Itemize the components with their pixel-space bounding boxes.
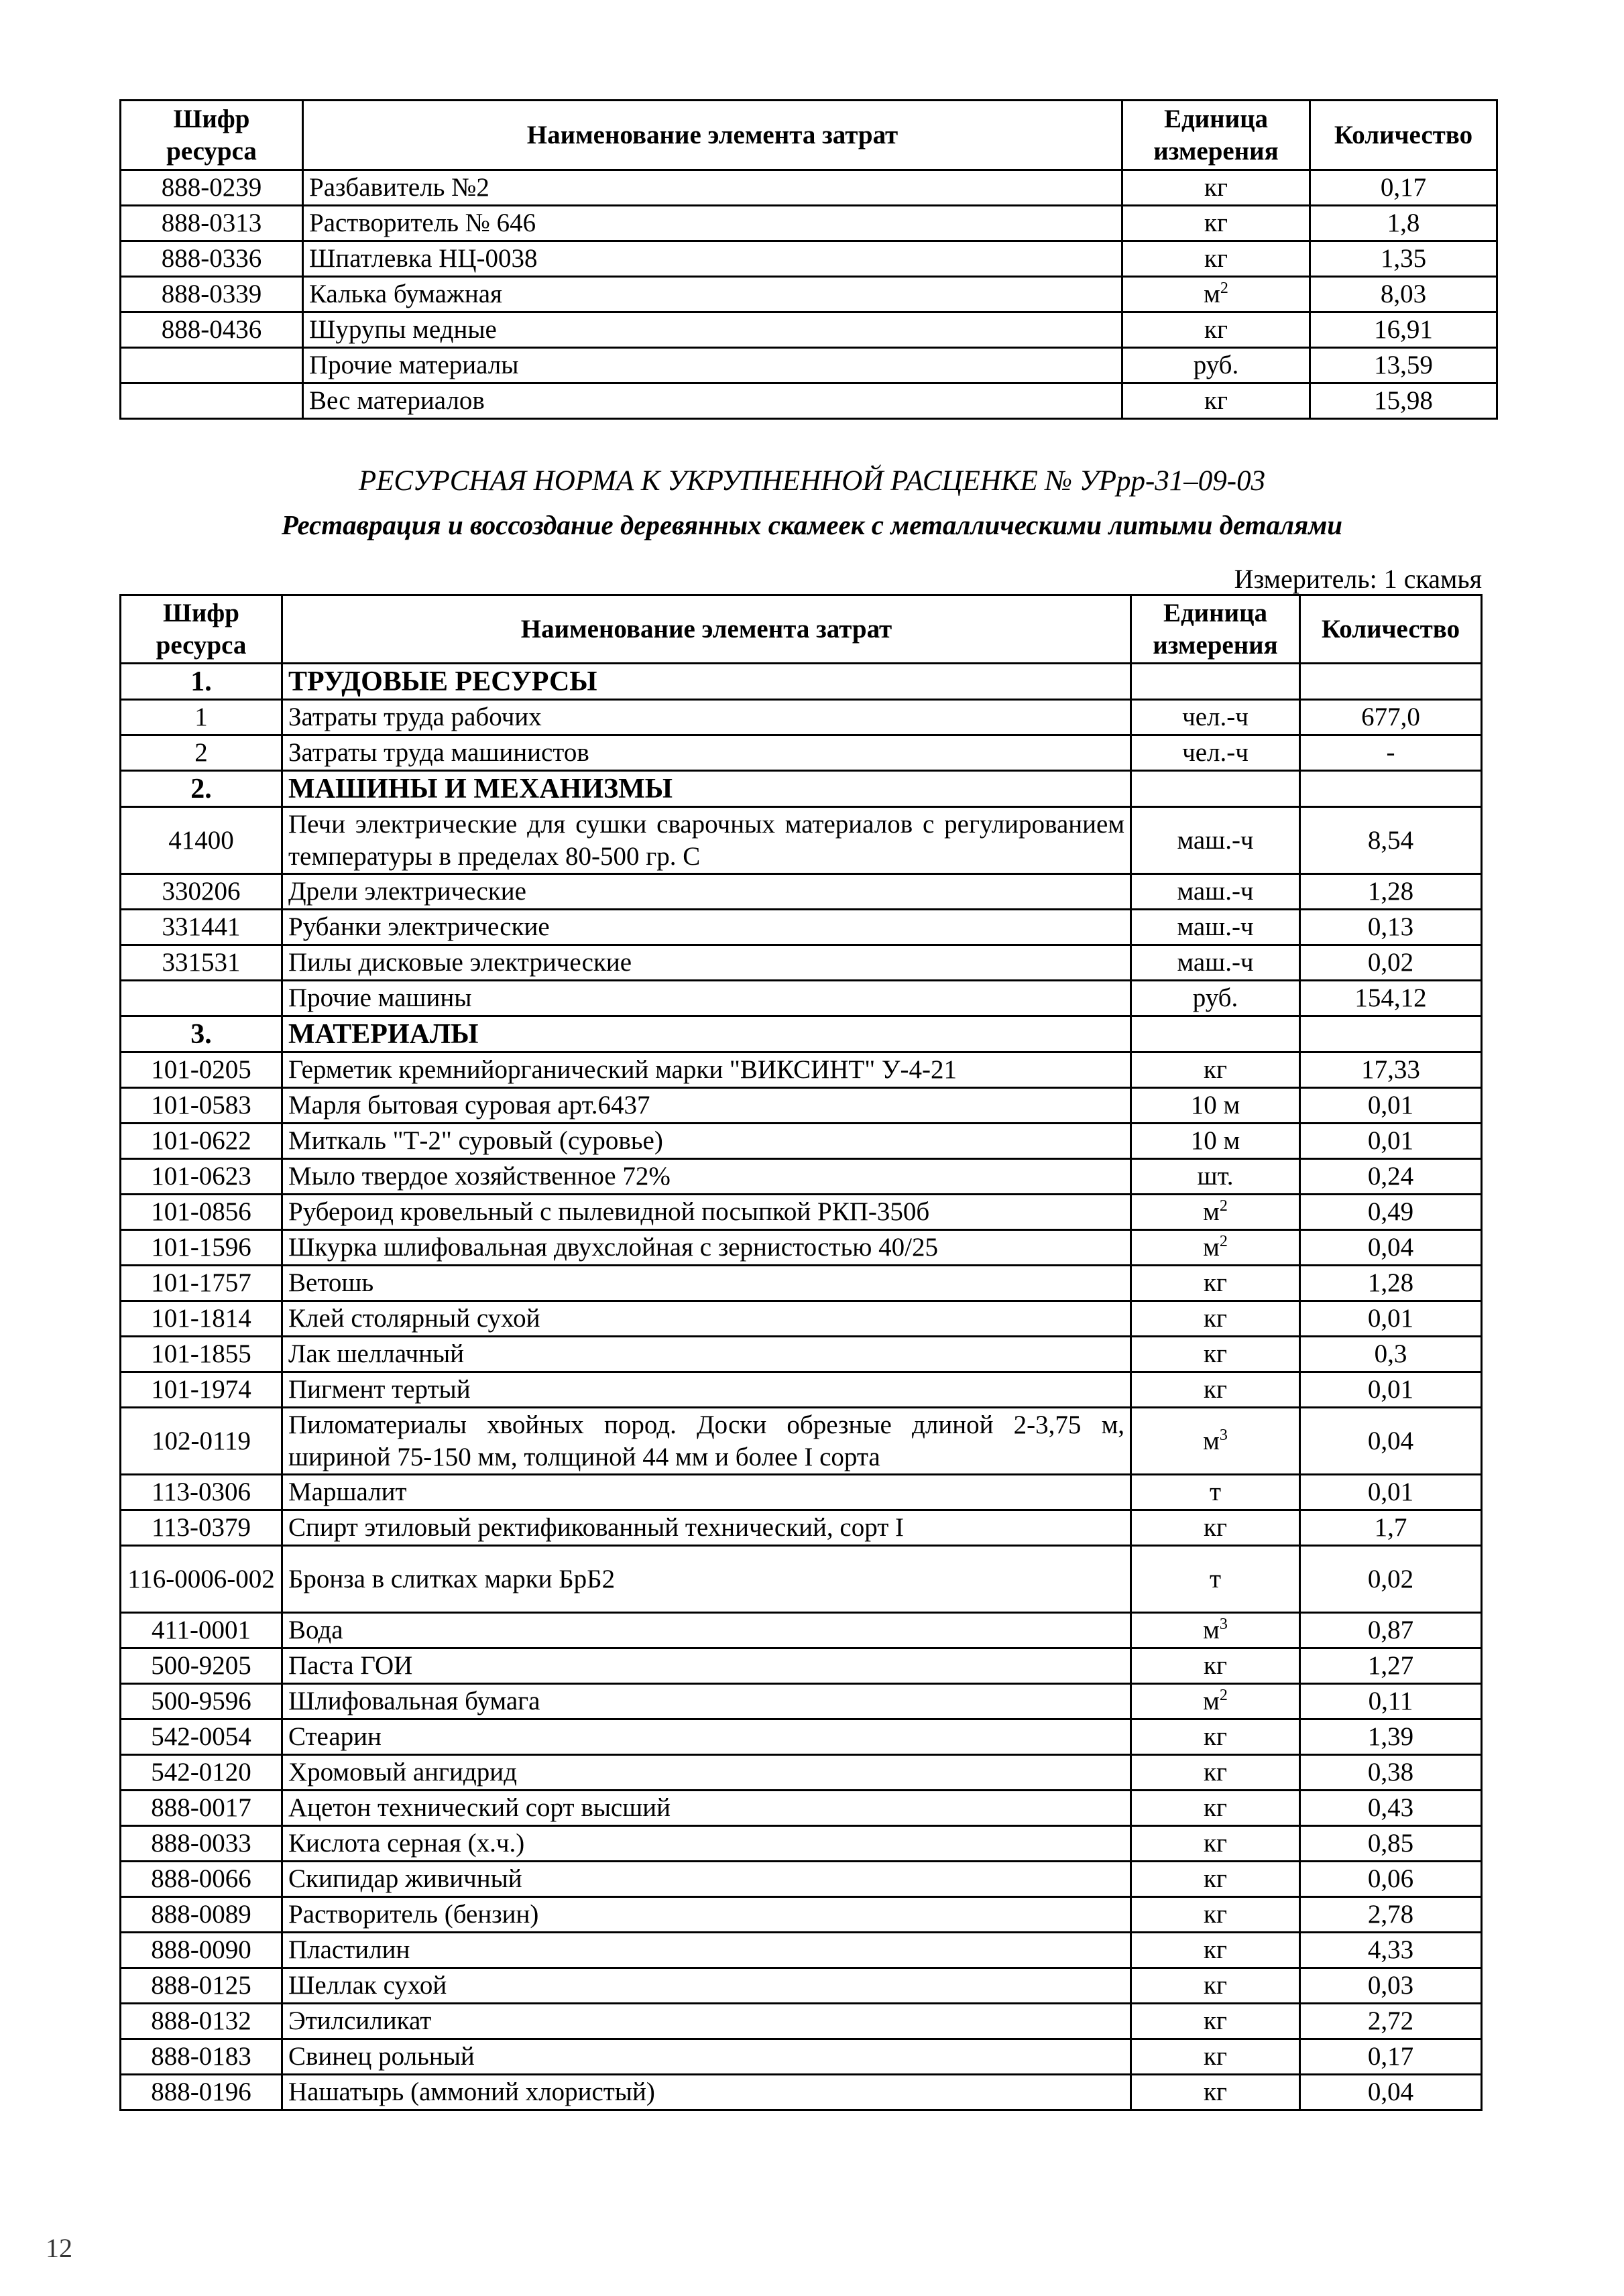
resource-code: 101-1757 [121,1266,282,1301]
resource-code: 331441 [121,910,282,945]
unit-cell [1131,700,1300,735]
table-row [121,241,1497,277]
unit: маш.-ч [1177,877,1254,906]
cost-item-name: Хромовый ангидрид [282,1755,1131,1791]
unit-cell [1131,1791,1300,1826]
cost-item-name: Герметик кремнийорганический марки "ВИКСИНТ" У-4-21 [282,1052,1131,1088]
resource-code: 888-0339 [121,277,303,312]
header-code: Шифр ресурса [121,101,303,170]
table-row [121,1475,1482,1510]
table-row [121,206,1497,241]
resource-code [121,348,303,383]
table-row [121,981,1482,1016]
cost-item-name: Шпатлевка НЦ-0038 [303,241,1122,277]
unit: кг [1204,1513,1227,1542]
resource-code: 888-0313 [121,206,303,241]
resource-code: 331531 [121,945,282,981]
quantity: 0,04 [1300,1230,1482,1266]
unit: маш.-ч [1177,912,1254,941]
resource-code: 888-0090 [121,1933,282,1968]
resource-code: 500-9205 [121,1648,282,1684]
unit: кг [1204,1971,1227,2000]
empty-cell [1300,1016,1482,1052]
table-row [121,735,1482,771]
cost-item-name: Клей столярный сухой [282,1301,1131,1337]
header-name: Наименование элемента затрат [303,101,1122,170]
unit-cell [1122,206,1310,241]
unit: кг [1204,1793,1227,1822]
section-number: 1. [121,664,282,700]
unit-cell [1131,1301,1300,1337]
table-row [121,945,1482,981]
unit-cell [1131,874,1300,910]
resource-code: 101-0205 [121,1052,282,1088]
quantity: 4,33 [1300,1933,1482,1968]
unit-cell [1122,277,1310,312]
table-row [121,383,1497,419]
cost-item-name: Пилы дисковые электрические [282,945,1131,981]
table-row [121,1510,1482,1546]
quantity: 1,35 [1310,241,1497,277]
unit-cell [1131,981,1300,1016]
unit: кг [1204,208,1228,237]
table-row [121,910,1482,945]
unit-exponent: 2 [1219,1197,1228,1215]
cost-item-name: Шлифовальная бумага [282,1684,1131,1719]
empty-cell [1131,664,1300,700]
section-row [121,664,1482,700]
table-row [121,1684,1482,1719]
unit: т [1209,1564,1222,1593]
cost-item-name: Вода [282,1613,1131,1648]
quantity: 0,11 [1300,1684,1482,1719]
unit: чел.-ч [1182,703,1249,731]
unit: маш.-ч [1177,948,1254,977]
quantity: 0,87 [1300,1613,1482,1648]
cost-item-name: Пигмент тертый [282,1372,1131,1408]
unit: шт. [1197,1162,1234,1191]
cost-item-name: Разбавитель №2 [303,170,1122,206]
cost-item-name: Печи электрические для сушки сварочных материалов с регулированием температуры в пределах 80-500 гр. С [282,807,1131,874]
resource-code: 113-0379 [121,1510,282,1546]
unit: кг [1204,1651,1227,1680]
unit-cell [1131,1755,1300,1791]
unit-cell [1131,1230,1300,1266]
table-row [121,170,1497,206]
resource-code: 101-0856 [121,1195,282,1230]
unit: руб. [1192,983,1238,1012]
table-row [121,1719,1482,1755]
quantity: 0,06 [1300,1862,1482,1897]
resource-code: 116-0006-002 [121,1546,282,1613]
table-row [121,1159,1482,1195]
cost-item-name: Нашатырь (аммоний хлористый) [282,2075,1131,2110]
cost-item-name: Миткаль "Т-2" суровый (суровье) [282,1124,1131,1159]
unit-cell [1131,2039,1300,2075]
unit-cell [1122,348,1310,383]
unit-cell [1131,1684,1300,1719]
section-row [121,1016,1482,1052]
cost-item-name: Калька бумажная [303,277,1122,312]
section-title: ТРУДОВЫЕ РЕСУРСЫ [282,664,1131,700]
table-row [121,1088,1482,1124]
cost-item-name: Затраты труда рабочих [282,700,1131,735]
unit: кг [1204,1900,1227,1929]
table-row [121,1826,1482,1862]
cost-item-name: Прочие машины [282,981,1131,1016]
unit: кг [1204,1722,1227,1751]
quantity: 0,3 [1300,1337,1482,1372]
unit-exponent: 2 [1220,280,1228,297]
unit-cell [1131,910,1300,945]
meter-label: Измеритель: 1 скамья [1234,564,1482,594]
table-row [121,1372,1482,1408]
cost-item-name: Свинец рольный [282,2039,1131,2075]
section-number: 2. [121,771,282,807]
unit-cell [1131,1266,1300,1301]
quantity: 2,72 [1300,2004,1482,2039]
resource-code: 888-0132 [121,2004,282,2039]
unit: кг [1204,1864,1227,1893]
empty-cell [1131,1016,1300,1052]
quantity: 0,01 [1300,1088,1482,1124]
unit: кг [1204,1375,1227,1404]
quantity: 0,17 [1300,2039,1482,2075]
unit: кг [1204,1268,1227,1297]
resource-code [121,383,303,419]
unit-cell [1131,2004,1300,2039]
table-row [121,1897,1482,1933]
quantity: 0,17 [1310,170,1497,206]
unit-cell [1131,1933,1300,1968]
resource-code: 888-0033 [121,1826,282,1862]
unit: кг [1204,1304,1227,1333]
unit-cell [1131,1372,1300,1408]
norm-subtitle: Реставрация и воссоздание деревянных скамеек с металлическими литыми деталями [281,509,1343,540]
unit: кг [1204,1829,1227,1858]
cost-item-name: Маршалит [282,1475,1131,1510]
unit-exponent: 2 [1219,1687,1228,1704]
quantity: 15,98 [1310,383,1497,419]
cost-item-name: Вес материалов [303,383,1122,419]
resource-code: 888-0183 [121,2039,282,2075]
unit: кг [1204,1339,1227,1368]
resource-code: 888-0017 [121,1791,282,1826]
unit-exponent: 3 [1219,1426,1228,1444]
quantity: 0,01 [1300,1124,1482,1159]
quantity: - [1300,735,1482,771]
cost-item-name: Паста ГОИ [282,1648,1131,1684]
quantity: 0,02 [1300,945,1482,981]
section-title: МАТЕРИАЛЫ [282,1016,1131,1052]
table-row [121,1408,1482,1475]
resource-code: 2 [121,735,282,771]
header-unit: Единица измерения [1131,595,1300,664]
table-row [121,1266,1482,1301]
table-row [121,1052,1482,1088]
unit: м [1203,1687,1220,1715]
header-qty: Количество [1300,595,1482,664]
unit-cell [1131,807,1300,874]
quantity: 1,7 [1300,1510,1482,1546]
unit: руб. [1193,351,1239,379]
cost-item-name: Пиломатериалы хвойных пород. Доски обрезные длиной 2-3,75 м, шириной 75-150 мм, толщиной 44 мм и более I сорта [282,1408,1131,1475]
section-number: 3. [121,1016,282,1052]
materials-table-continued [119,99,1498,420]
unit-cell [1131,1088,1300,1124]
cost-item-name: Растворитель (бензин) [282,1897,1131,1933]
unit: кг [1204,1935,1227,1964]
header-name: Наименование элемента затрат [282,595,1131,664]
table-row [121,1337,1482,1372]
table-row [121,1124,1482,1159]
unit: м [1203,1616,1220,1644]
cost-item-name: Растворитель № 646 [303,206,1122,241]
cost-item-name: Скипидар живичный [282,1862,1131,1897]
unit-cell [1131,1897,1300,1933]
cost-item-name: Спирт этиловый ректификованный технический, сорт I [282,1510,1131,1546]
cost-item-name: Шурупы медные [303,312,1122,348]
resource-code: 41400 [121,807,282,874]
table-row [121,312,1497,348]
cost-item-name: Марля бытовая суровая арт.6437 [282,1088,1131,1124]
page-number: 12 [46,2233,72,2263]
cost-item-name: Лак шеллачный [282,1337,1131,1372]
quantity: 0,01 [1300,1301,1482,1337]
quantity: 154,12 [1300,981,1482,1016]
cost-item-name: Кислота серная (х.ч.) [282,1826,1131,1862]
cost-item-name: Дрели электрические [282,874,1131,910]
unit-cell [1131,1719,1300,1755]
table-row [121,1546,1482,1613]
resource-code: 500-9596 [121,1684,282,1719]
resource-code: 101-1814 [121,1301,282,1337]
table-row [121,1933,1482,1968]
resource-code: 101-0622 [121,1124,282,1159]
quantity: 0,85 [1300,1826,1482,1862]
table-row [121,2075,1482,2110]
unit: м [1203,1197,1220,1226]
unit-cell [1122,241,1310,277]
unit: м [1203,1233,1220,1262]
unit-cell [1131,1546,1300,1613]
unit-cell [1131,1124,1300,1159]
resource-code: 411-0001 [121,1613,282,1648]
unit-cell [1131,1862,1300,1897]
empty-cell [1131,771,1300,807]
cost-item-name: Ацетон технический сорт высший [282,1791,1131,1826]
cost-item-name: Рубероид кровельный с пылевидной посыпкой РКП-350б [282,1195,1131,1230]
unit: кг [1204,386,1228,415]
cost-item-name: Рубанки электрические [282,910,1131,945]
unit: т [1209,1477,1222,1506]
resource-code: 101-1855 [121,1337,282,1372]
resource-norm-table [119,594,1483,2111]
quantity: 1,28 [1300,874,1482,910]
table-row [121,1968,1482,2004]
quantity: 0,01 [1300,1372,1482,1408]
empty-cell [1300,771,1482,807]
unit-cell [1131,1613,1300,1648]
cost-item-name: Прочие материалы [303,348,1122,383]
resource-code: 888-0089 [121,1897,282,1933]
quantity: 13,59 [1310,348,1497,383]
resource-code: 888-0196 [121,2075,282,2110]
unit: кг [1204,1758,1227,1787]
quantity: 0,38 [1300,1755,1482,1791]
quantity: 0,49 [1300,1195,1482,1230]
resource-code: 101-0623 [121,1159,282,1195]
table-row [121,2004,1482,2039]
unit-cell [1131,1159,1300,1195]
table-row [121,1862,1482,1897]
unit-cell [1131,735,1300,771]
quantity: 0,03 [1300,1968,1482,2004]
unit: чел.-ч [1182,738,1249,767]
resource-code: 101-0583 [121,1088,282,1124]
cost-item-name: Стеарин [282,1719,1131,1755]
unit: кг [1204,2042,1227,2071]
unit-cell [1131,1510,1300,1546]
norm-title: РЕСУРСНАЯ НОРМА К УКРУПНЕННОЙ РАСЦЕНКЕ № УРрр-31–09-03 [358,465,1266,497]
quantity: 0,24 [1300,1159,1482,1195]
quantity: 1,39 [1300,1719,1482,1755]
quantity: 1,27 [1300,1648,1482,1684]
unit-cell [1131,1826,1300,1862]
quantity: 17,33 [1300,1052,1482,1088]
resource-code: 888-0125 [121,1968,282,2004]
unit-exponent: 2 [1219,1233,1228,1250]
cost-item-name: Мыло твердое хозяйственное 72% [282,1159,1131,1195]
unit-cell [1131,1195,1300,1230]
unit-exponent: 3 [1219,1616,1228,1633]
section-row [121,771,1482,807]
table-row [121,1613,1482,1648]
resource-code: 542-0120 [121,1755,282,1791]
cost-item-name: Шкурка шлифовальная двухслойная с зернистостью 40/25 [282,1230,1131,1266]
unit: кг [1204,2006,1227,2035]
quantity: 0,04 [1300,1408,1482,1475]
header-code: Шифр ресурса [121,595,282,664]
quantity: 0,01 [1300,1475,1482,1510]
table-row [121,807,1482,874]
unit-cell [1122,312,1310,348]
resource-code: 113-0306 [121,1475,282,1510]
resource-code [121,981,282,1016]
resource-code: 330206 [121,874,282,910]
unit-cell [1131,1648,1300,1684]
quantity: 1,28 [1300,1266,1482,1301]
section-title: МАШИНЫ И МЕХАНИЗМЫ [282,771,1131,807]
quantity: 16,91 [1310,312,1497,348]
unit-cell [1131,1968,1300,2004]
table-row [121,1648,1482,1684]
unit-cell [1131,945,1300,981]
table-row [121,1230,1482,1266]
cost-item-name: Затраты труда машинистов [282,735,1131,771]
table-row [121,700,1482,735]
quantity: 8,54 [1300,807,1482,874]
cost-item-name: Пластилин [282,1933,1131,1968]
unit: 10 м [1190,1126,1240,1155]
empty-cell [1300,664,1482,700]
unit: м [1203,1426,1220,1455]
cost-item-name: Этилсиликат [282,2004,1131,2039]
resource-code: 1 [121,700,282,735]
unit: м [1204,280,1220,308]
table-row [121,348,1497,383]
table-row [121,1755,1482,1791]
quantity: 0,02 [1300,1546,1482,1613]
quantity: 1,8 [1310,206,1497,241]
resource-code: 888-0336 [121,241,303,277]
cost-item-name: Шеллак сухой [282,1968,1131,2004]
unit-cell [1122,383,1310,419]
quantity: 0,43 [1300,1791,1482,1826]
resource-code: 888-0239 [121,170,303,206]
resource-code: 102-0119 [121,1408,282,1475]
table-row [121,1301,1482,1337]
quantity: 677,0 [1300,700,1482,735]
quantity: 8,03 [1310,277,1497,312]
unit: 10 м [1190,1091,1240,1120]
unit: кг [1204,315,1228,344]
table-row [121,874,1482,910]
table-row [121,277,1497,312]
unit: кг [1204,2077,1227,2106]
quantity: 0,04 [1300,2075,1482,2110]
cost-item-name: Бронза в слитках марки БрБ2 [282,1546,1131,1613]
unit-cell [1131,1337,1300,1372]
unit-cell [1131,1408,1300,1475]
quantity: 0,13 [1300,910,1482,945]
table-row [121,2039,1482,2075]
table-row [121,1791,1482,1826]
table-row [121,1195,1482,1230]
resource-code: 888-0066 [121,1862,282,1897]
resource-code: 542-0054 [121,1719,282,1755]
cost-item-name: Ветошь [282,1266,1131,1301]
unit: маш.-ч [1177,825,1254,855]
header-unit: Единица измерения [1122,101,1310,170]
resource-code: 101-1974 [121,1372,282,1408]
unit-cell [1122,170,1310,206]
unit: кг [1204,244,1228,273]
unit-cell [1131,2075,1300,2110]
resource-code: 101-1596 [121,1230,282,1266]
header-qty: Количество [1310,101,1497,170]
unit: кг [1204,173,1228,202]
resource-code: 888-0436 [121,312,303,348]
unit: кг [1204,1055,1227,1084]
quantity: 2,78 [1300,1897,1482,1933]
unit-cell [1131,1475,1300,1510]
unit-cell [1131,1052,1300,1088]
